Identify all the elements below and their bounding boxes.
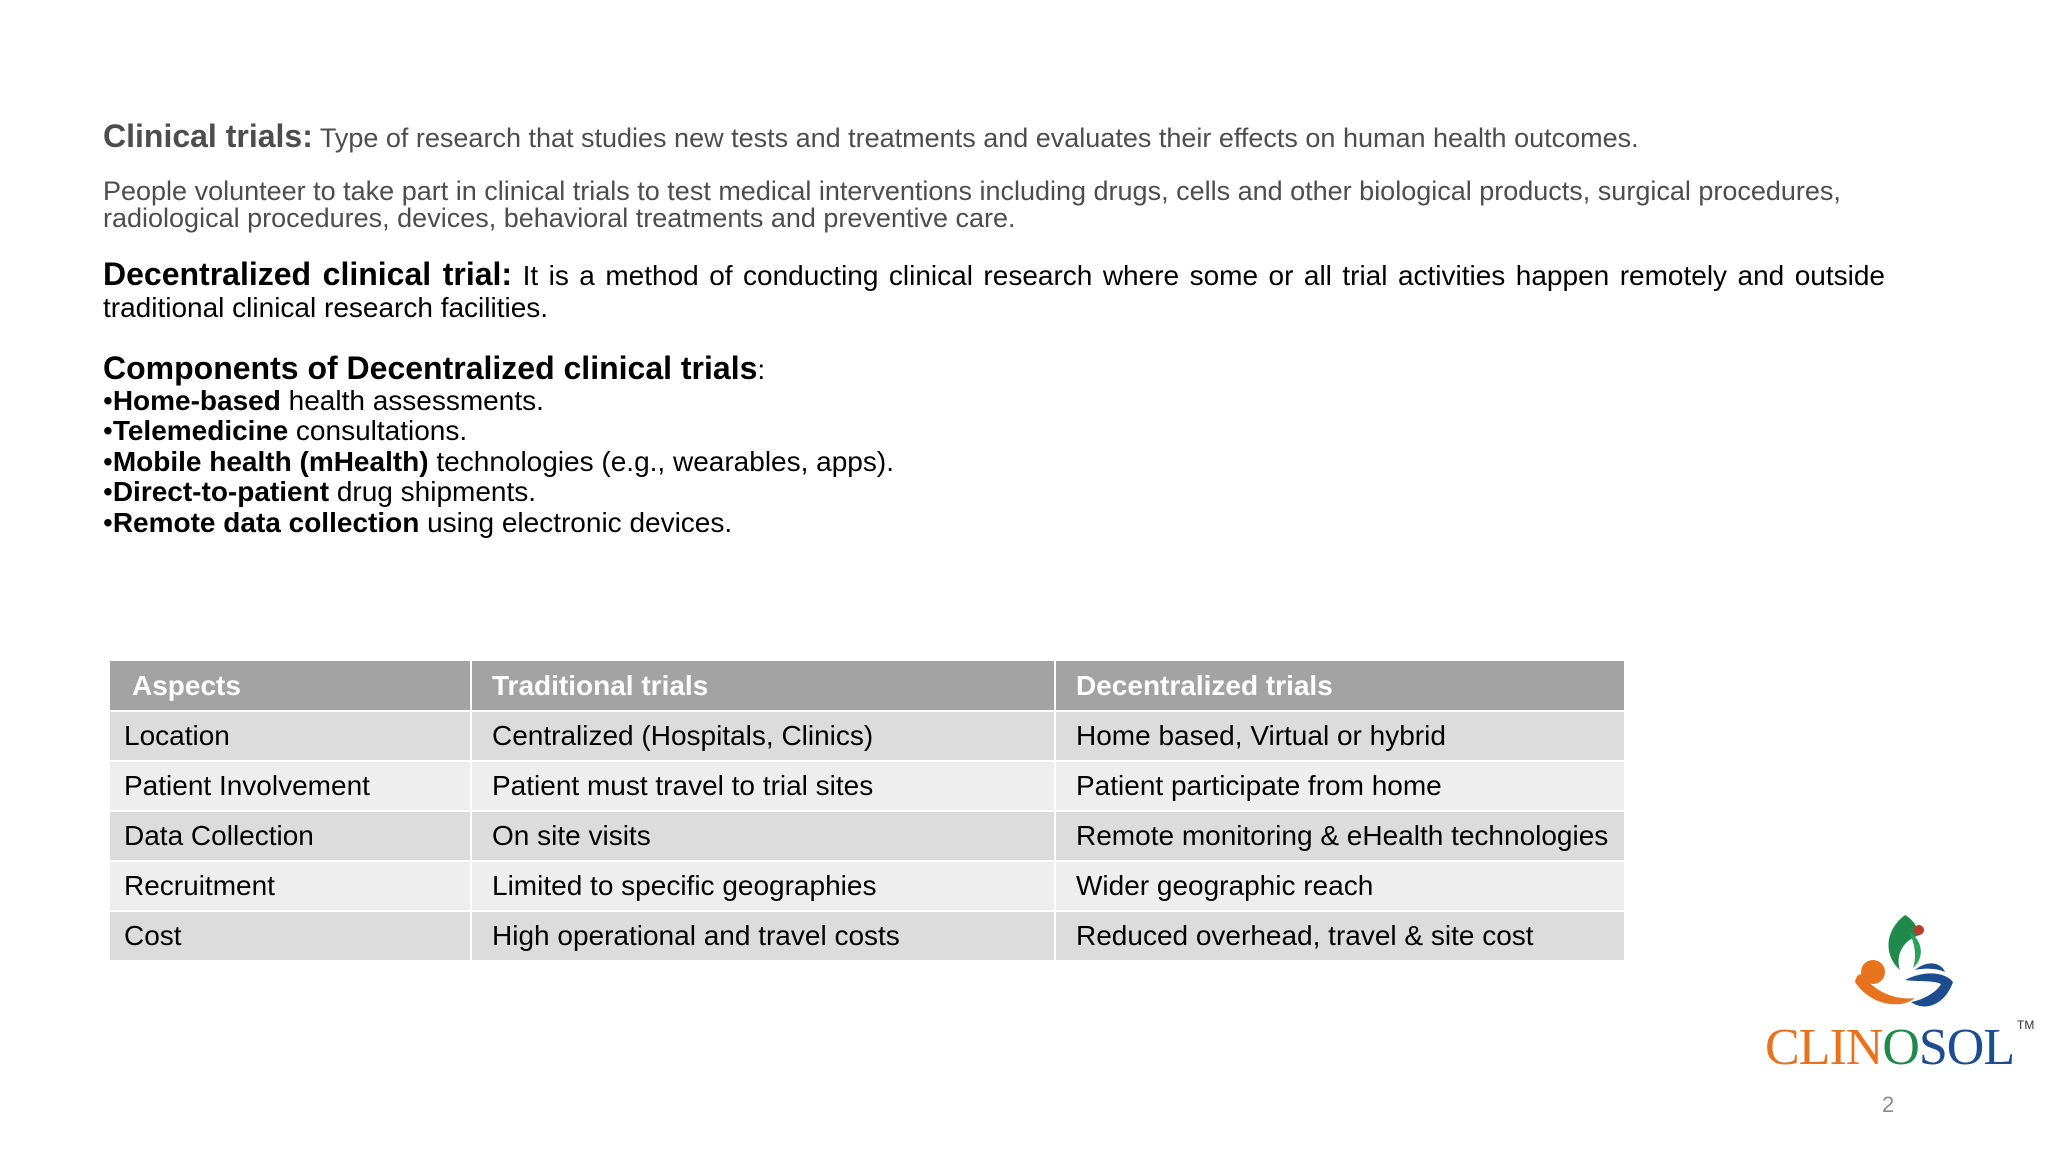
table-row <box>109 761 1625 811</box>
comparison-table <box>108 659 1626 962</box>
bullet-icon: • <box>103 445 113 477</box>
table-cell: Data Collection <box>109 811 471 861</box>
clinical-trials-label: Clinical trials: <box>103 118 313 154</box>
list-item <box>103 386 1885 417</box>
table-cell: Reduced overhead, travel & site cost <box>1055 911 1625 961</box>
table-cell: Patient must travel to trial sites <box>471 761 1055 811</box>
clinosol-logo <box>1765 910 2045 1080</box>
table-cell: Remote monitoring & eHealth technologies <box>1055 811 1625 861</box>
table-cell: Wider geographic reach <box>1055 861 1625 911</box>
page-number: 2 <box>1882 1092 1895 1117</box>
table-cell: Recruitment <box>109 861 471 911</box>
table-header-row <box>109 660 1625 711</box>
list-item-text: using electronic devices. <box>419 506 733 538</box>
bullet-icon: • <box>103 384 113 416</box>
list-item-bold: Home-based <box>112 384 281 416</box>
logo-wordmark <box>1765 1018 2035 1077</box>
logo-emblem-icon <box>1845 910 1965 1020</box>
list-item-bold: Remote data collection <box>112 506 420 538</box>
bullet-icon: • <box>103 476 113 507</box>
trademark-mark: TM <box>2017 1018 2035 1032</box>
header-traditional: Traditional trials <box>471 660 1055 711</box>
logo-part-clin: CLIN <box>1765 1019 1883 1076</box>
list-item-bold: Direct-to-patient <box>112 476 330 507</box>
table-row <box>109 911 1625 961</box>
header-aspects: Aspects <box>109 660 471 711</box>
list-item-text: technologies (e.g., wearables, apps). <box>428 445 894 477</box>
list-item <box>103 416 1885 447</box>
table-cell: Location <box>109 711 471 761</box>
table-cell: High operational and travel costs <box>471 911 1055 961</box>
table-cell: Patient participate from home <box>1055 761 1625 811</box>
list-item-bold: Mobile health (mHealth) <box>112 445 429 477</box>
list-item <box>103 508 1885 539</box>
logo-part-sol: SOL <box>1918 1019 2015 1076</box>
dct-text: It is a method of conducting clinical research where some or all trial activities happen remotely and outside traditional clinical research facilities. <box>103 260 1886 323</box>
logo-part-o: O <box>1882 1019 1919 1076</box>
volunteers-paragraph: People volunteer to take part in clinical trials to test medical interventions including drugs, cells and other biological products, surgical procedures, radiological procedures, devices, behavioral treatments and preventive care. <box>103 176 1841 233</box>
table-cell: Patient Involvement <box>109 761 471 811</box>
table-cell: On site visits <box>471 811 1055 861</box>
table-row <box>109 811 1625 861</box>
list-item <box>103 447 1885 478</box>
table-row <box>109 861 1625 911</box>
list-item-bold: Telemedicine <box>112 415 289 446</box>
dct-label: Decentralized clinical trial: <box>103 256 513 292</box>
list-item-text: health assessments. <box>280 384 544 416</box>
table-cell: Cost <box>109 911 471 961</box>
table-cell: Limited to specific geographies <box>471 861 1055 911</box>
table-row <box>109 711 1625 761</box>
table-cell: Home based, Virtual or hybrid <box>1055 711 1625 761</box>
bullet-icon: • <box>103 506 113 538</box>
components-list <box>103 386 1885 539</box>
dct-definition <box>103 258 1885 324</box>
bullet-icon: • <box>103 415 113 446</box>
table-cell: Centralized (Hospitals, Clinics) <box>471 711 1055 761</box>
list-item <box>103 477 1885 508</box>
components-heading: Components of Decentralized clinical trials <box>103 350 758 386</box>
list-item-text: drug shipments. <box>329 476 537 507</box>
clinical-trials-text: Type of research that studies new tests and treatments and evaluates their effects on human health outcomes. <box>312 123 1639 153</box>
components-heading-line <box>103 350 1885 386</box>
components-section <box>103 350 1885 538</box>
components-colon: : <box>757 354 766 385</box>
clinical-trials-definition <box>103 118 1885 155</box>
header-decentralized: Decentralized trials <box>1055 660 1625 711</box>
list-item-text: consultations. <box>288 415 468 446</box>
